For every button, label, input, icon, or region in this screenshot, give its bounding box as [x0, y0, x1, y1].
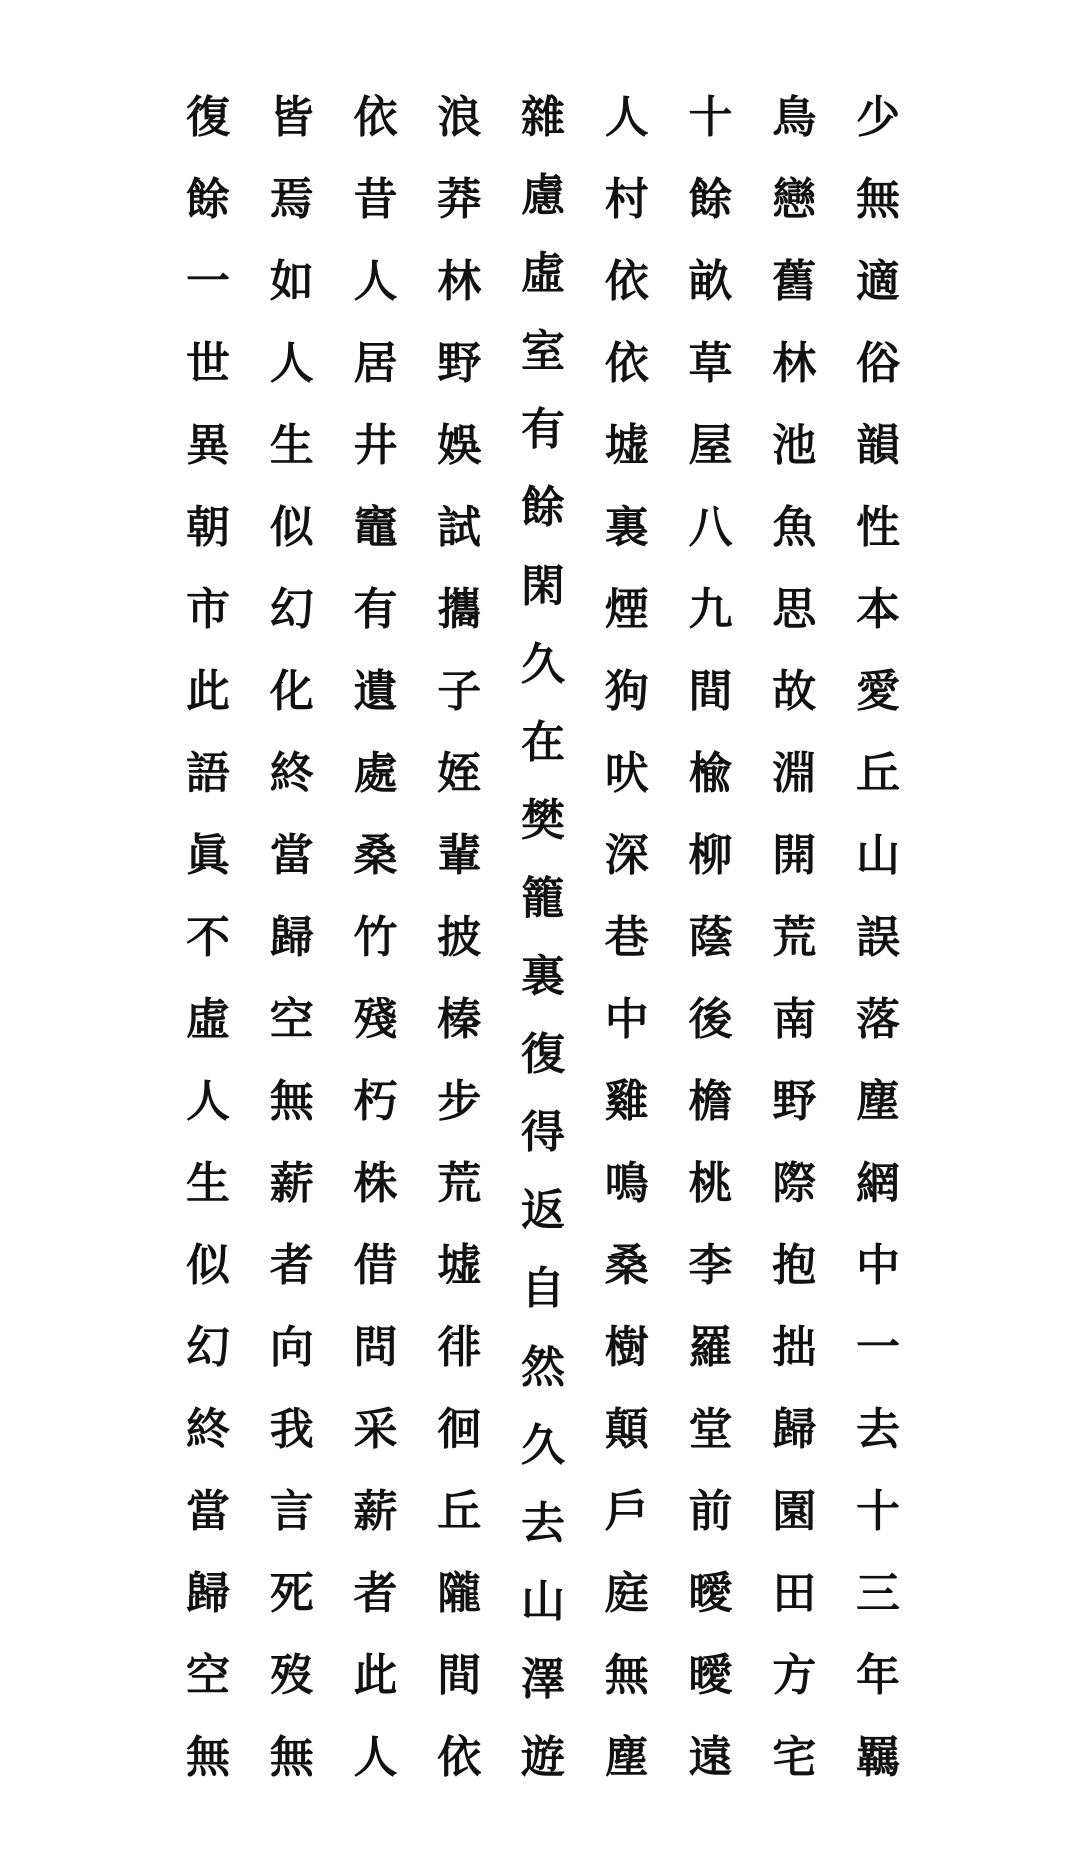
character: 少	[856, 92, 900, 143]
character: 十	[688, 92, 733, 143]
character: 久	[521, 1419, 565, 1471]
character: 開	[772, 830, 817, 881]
character: 歸	[269, 912, 314, 963]
character: 魚	[772, 502, 817, 553]
character: 羈	[856, 1732, 900, 1783]
character: 如	[269, 256, 314, 307]
character: 問	[353, 1322, 398, 1373]
character: 裏	[521, 951, 565, 1003]
text-column	[178, 88, 238, 1788]
character: 墟	[604, 420, 649, 471]
character: 去	[856, 1404, 900, 1455]
character: 韻	[856, 420, 900, 471]
character: 鳥	[772, 92, 817, 143]
character: 久	[521, 638, 565, 690]
character: 殘	[353, 994, 398, 1045]
character: 餘	[521, 482, 565, 534]
character: 愛	[856, 666, 900, 717]
character: 返	[521, 1185, 565, 1237]
character: 死	[269, 1568, 314, 1619]
character: 宅	[772, 1732, 817, 1783]
text-column	[681, 88, 741, 1788]
character: 山	[521, 1575, 565, 1627]
character: 人	[604, 92, 649, 143]
character: 林	[772, 338, 817, 389]
character: 朽	[353, 1076, 398, 1127]
character: 異	[186, 420, 230, 471]
character: 空	[186, 1650, 230, 1701]
character: 餘	[688, 174, 733, 225]
character: 桃	[688, 1158, 733, 1209]
character: 遊	[521, 1731, 565, 1783]
character: 輩	[437, 830, 482, 881]
character: 者	[353, 1568, 398, 1619]
character: 子	[437, 666, 482, 717]
character: 桑	[353, 830, 398, 881]
character: 虛	[521, 248, 565, 300]
character: 依	[353, 92, 398, 143]
character: 終	[269, 748, 314, 799]
character: 人	[186, 1076, 230, 1127]
character: 屋	[688, 420, 733, 471]
character: 間	[688, 666, 733, 717]
character: 池	[772, 420, 817, 471]
character: 幻	[269, 584, 314, 635]
character: 井	[353, 420, 398, 471]
character: 方	[772, 1650, 817, 1701]
character: 吠	[604, 748, 649, 799]
character: 野	[437, 338, 482, 389]
character: 莽	[437, 174, 482, 225]
character: 當	[269, 830, 314, 881]
character: 三	[856, 1568, 900, 1619]
character: 無	[604, 1650, 649, 1701]
character: 餘	[186, 174, 230, 225]
character: 此	[186, 666, 230, 717]
character: 我	[269, 1404, 314, 1455]
character: 羅	[688, 1322, 733, 1373]
character: 戶	[604, 1486, 649, 1537]
text-column	[346, 88, 406, 1788]
character: 姪	[437, 748, 482, 799]
character: 塵	[856, 1076, 900, 1127]
character: 顛	[604, 1404, 649, 1455]
character: 當	[186, 1486, 230, 1537]
character: 在	[521, 716, 565, 768]
character: 雞	[604, 1076, 649, 1127]
character: 竈	[353, 502, 398, 553]
character: 攜	[437, 584, 482, 635]
character: 試	[437, 502, 482, 553]
character: 步	[437, 1076, 482, 1127]
character: 然	[521, 1341, 565, 1393]
character: 後	[688, 994, 733, 1045]
character: 向	[269, 1322, 314, 1373]
character: 歿	[269, 1650, 314, 1701]
character: 薪	[353, 1486, 398, 1537]
character: 市	[186, 584, 230, 635]
character: 歸	[186, 1568, 230, 1619]
character: 得	[521, 1107, 565, 1159]
character: 荒	[772, 912, 817, 963]
character: 人	[353, 1732, 398, 1783]
character: 有	[353, 584, 398, 635]
character: 人	[269, 338, 314, 389]
character: 株	[353, 1158, 398, 1209]
character: 焉	[269, 174, 314, 225]
character: 李	[688, 1240, 733, 1291]
character: 不	[186, 912, 230, 963]
character: 園	[772, 1486, 817, 1537]
character: 徊	[437, 1404, 482, 1455]
character: 者	[269, 1240, 314, 1291]
character: 無	[186, 1732, 230, 1783]
character: 依	[604, 256, 649, 307]
character: 草	[688, 338, 733, 389]
character: 娛	[437, 420, 482, 471]
character: 樹	[604, 1322, 649, 1373]
character: 遠	[688, 1732, 733, 1783]
character: 狗	[604, 666, 649, 717]
character: 澤	[521, 1653, 565, 1705]
character: 檐	[688, 1076, 733, 1127]
character: 戀	[772, 174, 817, 225]
character: 眞	[186, 830, 230, 881]
character: 遺	[353, 666, 398, 717]
character: 網	[856, 1158, 900, 1209]
character: 桑	[604, 1240, 649, 1291]
text-column	[848, 88, 908, 1788]
character: 似	[186, 1240, 230, 1291]
character: 俗	[856, 338, 900, 389]
character: 抱	[772, 1240, 817, 1291]
character: 隴	[437, 1568, 482, 1619]
character: 有	[521, 404, 565, 456]
character: 無	[269, 1732, 314, 1783]
character: 丘	[856, 748, 900, 799]
character: 生	[186, 1158, 230, 1209]
character: 深	[604, 830, 649, 881]
character: 堂	[688, 1404, 733, 1455]
character: 十	[856, 1486, 900, 1537]
character: 一	[186, 256, 230, 307]
character: 年	[856, 1650, 900, 1701]
character: 村	[604, 174, 649, 225]
character: 昔	[353, 174, 398, 225]
character: 拙	[772, 1322, 817, 1373]
character: 虛	[186, 994, 230, 1045]
text-column	[262, 88, 322, 1788]
character: 本	[856, 584, 900, 635]
character: 九	[688, 584, 733, 635]
text-column	[764, 88, 824, 1788]
character: 雜	[521, 92, 565, 143]
character: 蔭	[688, 912, 733, 963]
character: 曖	[688, 1568, 733, 1619]
character: 煙	[604, 584, 649, 635]
character: 歸	[772, 1404, 817, 1455]
character: 野	[772, 1076, 817, 1127]
character: 適	[856, 256, 900, 307]
character: 樊	[521, 794, 565, 846]
text-column	[513, 88, 573, 1788]
character: 依	[604, 338, 649, 389]
character: 竹	[353, 912, 398, 963]
character: 復	[521, 1029, 565, 1081]
character: 采	[353, 1404, 398, 1455]
character: 畝	[688, 256, 733, 307]
character: 幻	[186, 1322, 230, 1373]
character: 無	[856, 174, 900, 225]
character: 似	[269, 502, 314, 553]
character: 思	[772, 584, 817, 635]
character: 自	[521, 1263, 565, 1315]
character: 前	[688, 1486, 733, 1537]
character: 依	[437, 1732, 482, 1783]
character: 墟	[437, 1240, 482, 1291]
character: 披	[437, 912, 482, 963]
text-column	[597, 88, 657, 1788]
character: 徘	[437, 1322, 482, 1373]
character: 籠	[521, 872, 565, 924]
character: 荒	[437, 1158, 482, 1209]
character: 鳴	[604, 1158, 649, 1209]
character: 南	[772, 994, 817, 1045]
character: 林	[437, 256, 482, 307]
character: 一	[856, 1322, 900, 1373]
character: 楡	[688, 748, 733, 799]
character: 復	[186, 92, 230, 143]
text-column	[429, 88, 489, 1788]
character: 裏	[604, 502, 649, 553]
character: 此	[353, 1650, 398, 1701]
character: 朝	[186, 502, 230, 553]
character: 化	[269, 666, 314, 717]
character: 慮	[521, 170, 565, 222]
character: 塵	[604, 1732, 649, 1783]
character: 終	[186, 1404, 230, 1455]
character: 榛	[437, 994, 482, 1045]
character: 無	[269, 1076, 314, 1127]
character: 曖	[688, 1650, 733, 1701]
character: 八	[688, 502, 733, 553]
character: 言	[269, 1486, 314, 1537]
character: 生	[269, 420, 314, 471]
character: 語	[186, 748, 230, 799]
character: 居	[353, 338, 398, 389]
character: 閑	[521, 560, 565, 612]
character: 故	[772, 666, 817, 717]
character: 世	[186, 338, 230, 389]
character: 去	[521, 1497, 565, 1549]
vertical-text-block	[178, 88, 908, 1788]
character: 舊	[772, 256, 817, 307]
character: 巷	[604, 912, 649, 963]
character: 浪	[437, 92, 482, 143]
character: 田	[772, 1568, 817, 1619]
character: 淵	[772, 748, 817, 799]
character: 落	[856, 994, 900, 1045]
character: 丘	[437, 1486, 482, 1537]
character: 皆	[269, 92, 314, 143]
character: 山	[856, 830, 900, 881]
character: 際	[772, 1158, 817, 1209]
character: 薪	[269, 1158, 314, 1209]
character: 誤	[856, 912, 900, 963]
character: 中	[856, 1240, 900, 1291]
character: 空	[269, 994, 314, 1045]
character: 間	[437, 1650, 482, 1701]
character: 庭	[604, 1568, 649, 1619]
character: 處	[353, 748, 398, 799]
character: 中	[604, 994, 649, 1045]
character: 柳	[688, 830, 733, 881]
character: 室	[521, 326, 565, 378]
character: 人	[353, 256, 398, 307]
character: 性	[856, 502, 900, 553]
character: 借	[353, 1240, 398, 1291]
